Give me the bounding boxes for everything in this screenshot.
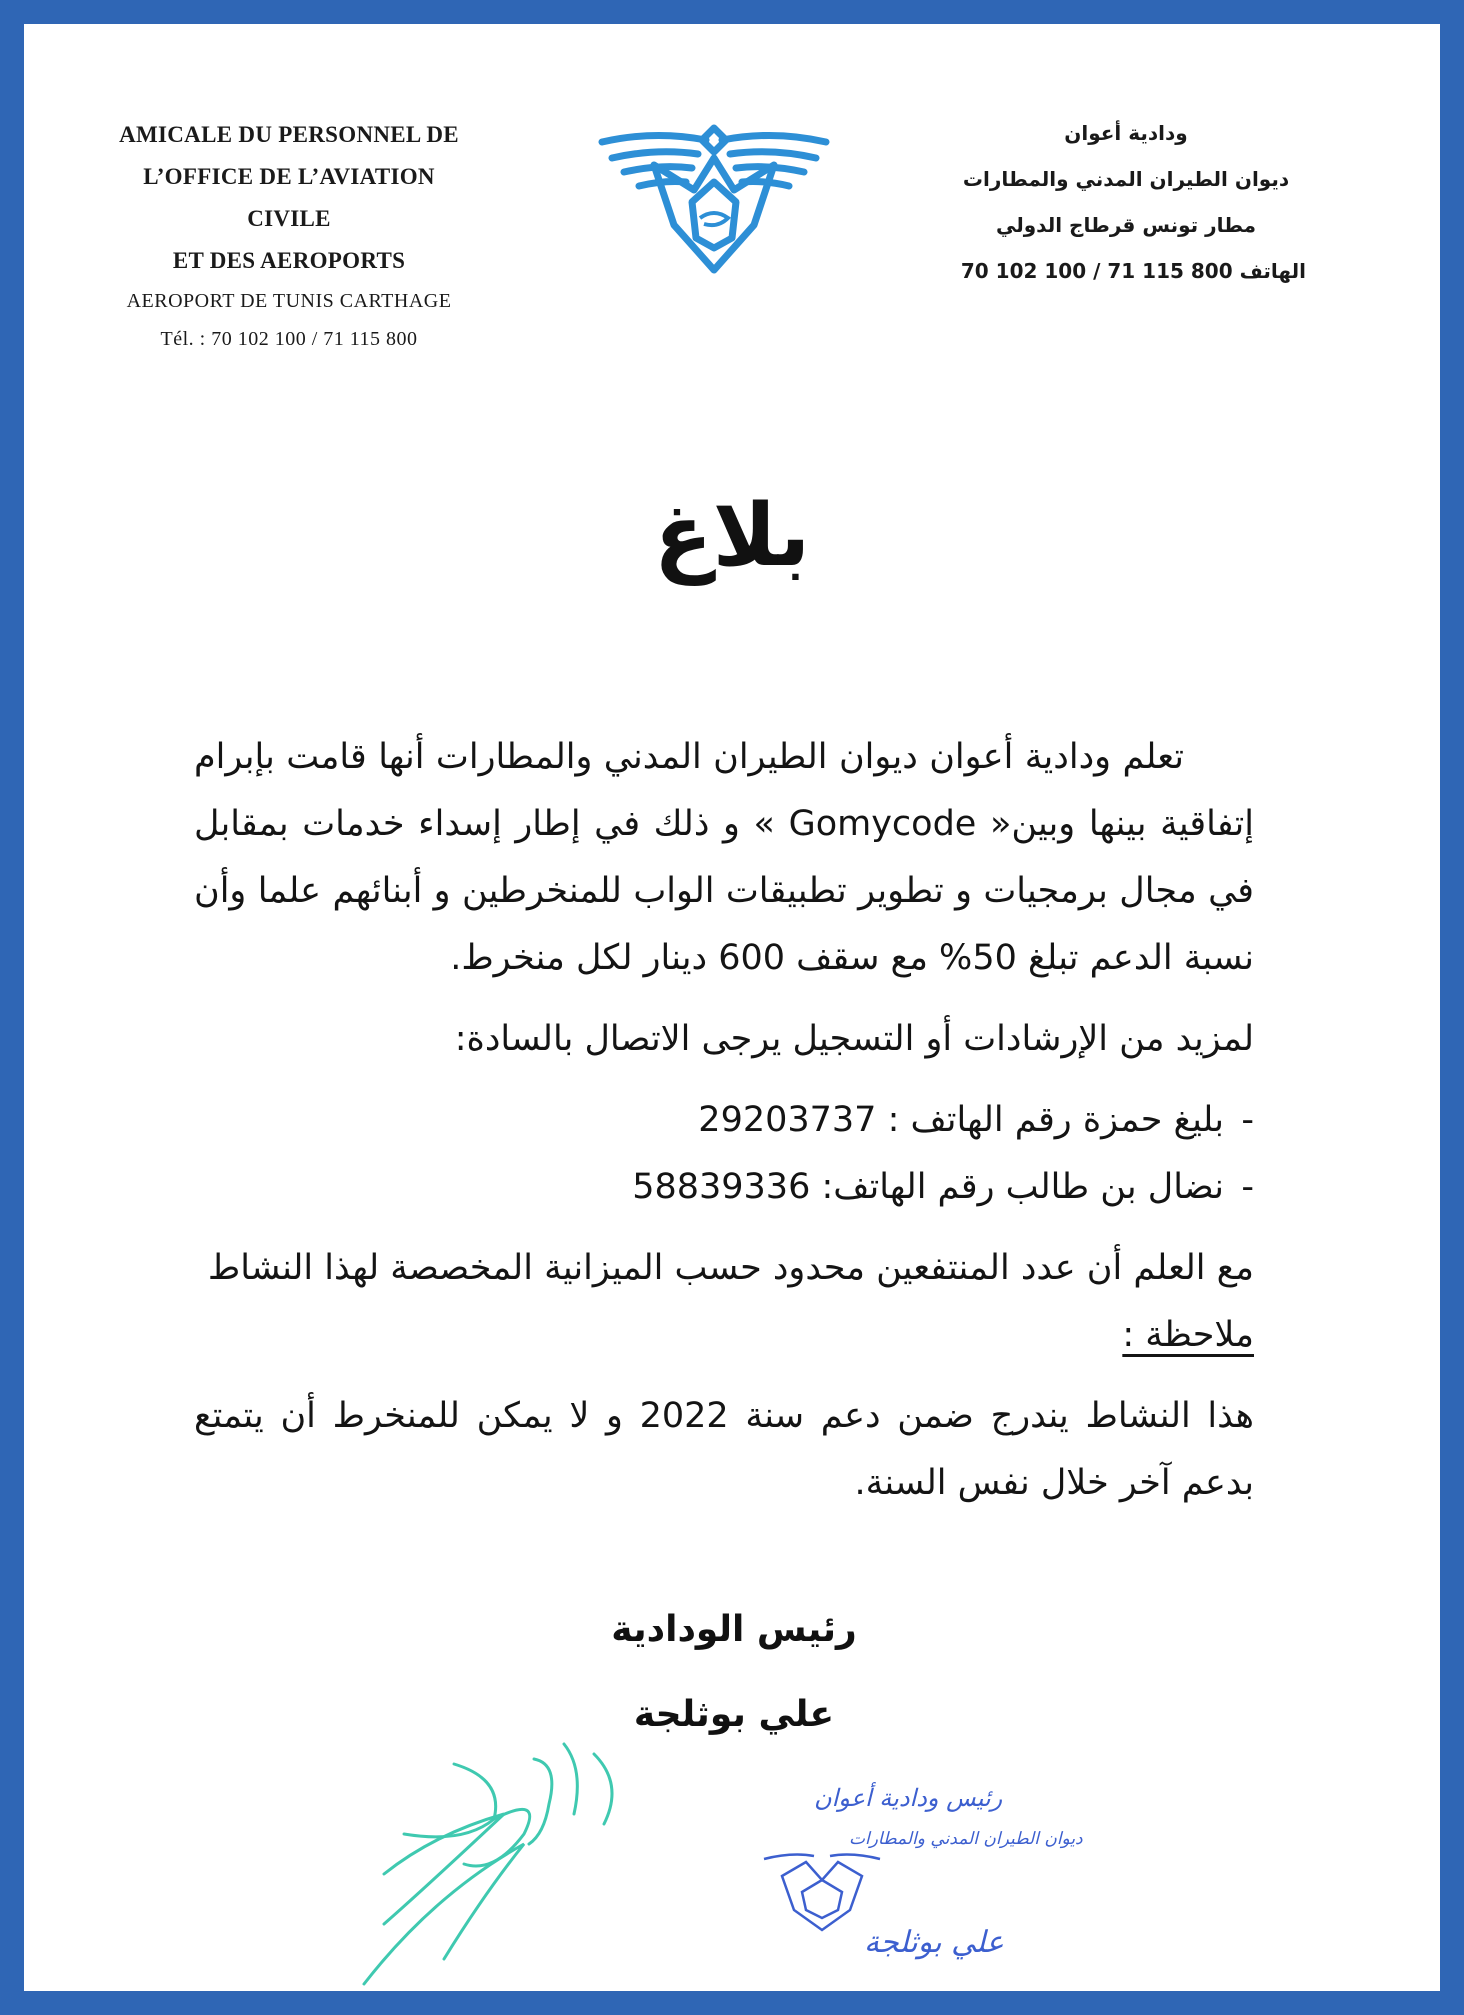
stamp-line3: علي بوثلجة: [864, 1925, 1004, 1960]
header-right-phone-label: الهاتف: [1239, 259, 1306, 283]
stamp-line1: رئيس ودادية أعوان: [814, 1784, 1003, 1812]
header-left-line4: AEROPORT DE TUNIS CARTHAGE: [126, 290, 452, 312]
announcement-paragraph: تعلم ودادية أعوان ديوان الطيران المدني والمطارات أنها قامت بإبرام إتفاقية بينها وبين« Gomycode » و ذلك في إطار إسداء خدمات بمقابل في مجال برمجيات و تطوير تطبيقات الواب للمنخرطين و أبنائهم علما وأن نسبة الدعم تبلغ 50% مع سقف 600 دينار لكل منخرط.: [194, 737, 1254, 978]
header-left-block: [119, 114, 459, 358]
header-left-line2: L’OFFICE DE L’AVIATION CIVILE: [143, 164, 435, 231]
header-right-line2: ديوان الطيران المدني والمطارات: [962, 167, 1290, 191]
header-left-line1: AMICALE DU PERSONNEL DE: [119, 122, 459, 147]
header-right-line1: ودادية أعوان: [1064, 121, 1188, 145]
stamp-line2: ديوان الطيران المدني والمطارات: [849, 1829, 1083, 1849]
contact-item: - نضال بن طالب رقم الهاتف: 58839336: [194, 1154, 1254, 1221]
signature-role: رئيس الودادية: [611, 1609, 857, 1650]
header-right-block: [946, 110, 1306, 294]
contact-item: - بليغ حمزة رقم الهاتف : 29203737: [194, 1087, 1254, 1154]
aviation-amicale-logo-icon: [594, 120, 834, 280]
page-title: بلاغ: [653, 486, 811, 586]
document-body: [194, 724, 1254, 1517]
note-text: هذا النشاط يندرج ضمن دعم سنة 2022 و لا يمكن للمنخرط أن يتمتع بدعم آخر خلال نفس السنة.: [194, 1396, 1254, 1503]
contact-intro: لمزيد من الإرشادات أو التسجيل يرجى الاتصال بالسادة:: [454, 1019, 1254, 1059]
header-right-line3: مطار تونس قرطاج الدولي: [996, 213, 1256, 237]
document-page: [24, 24, 1440, 1991]
header-right-phone-number: 70 102 100 / 71 115 800: [960, 259, 1233, 283]
header-right-phone: [946, 248, 1306, 294]
header-left-line3: ET DES AEROPORTS: [172, 248, 406, 273]
signature-stamp-icon: [344, 1724, 1083, 1994]
signature-name: علي بوثلجة: [633, 1694, 835, 1735]
limit-note: مع العلم أن عدد المنتفعين محدود حسب الميزانية المخصصة لهذا النشاط: [207, 1248, 1254, 1288]
note-title-text: ملاحظة :: [1122, 1315, 1254, 1355]
note-title: [194, 1302, 1254, 1369]
header-left-phone: Tél. : 70 102 100 / 71 115 800: [160, 328, 418, 350]
